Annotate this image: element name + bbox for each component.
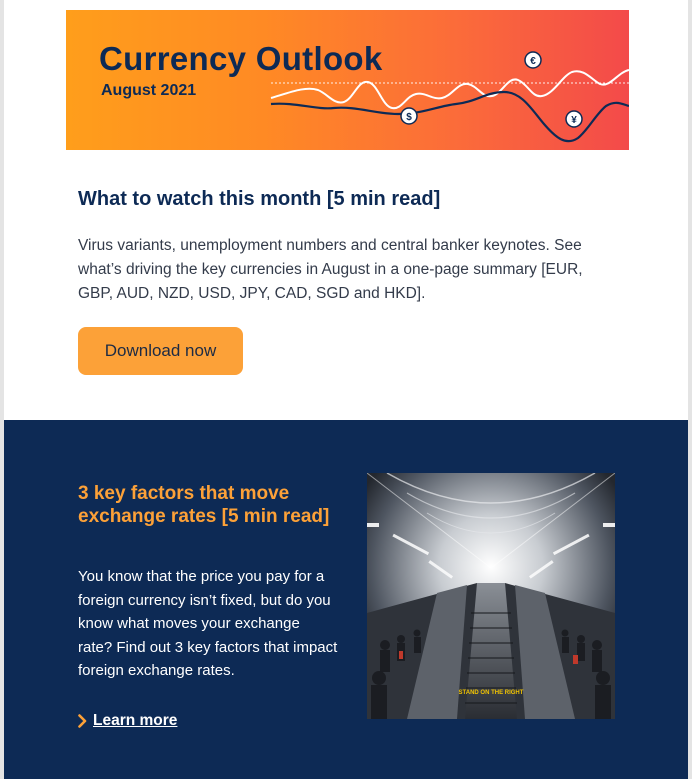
- learn-more-link[interactable]: [78, 712, 177, 730]
- svg-text:€: €: [530, 56, 536, 67]
- euro-coin-icon: [525, 52, 541, 68]
- download-now-button[interactable]: Download now: [78, 327, 243, 375]
- stand-on-the-right-sign: STAND ON THE RIGHT: [458, 690, 524, 696]
- svg-text:¥: ¥: [571, 115, 577, 126]
- chevron-right-icon: [78, 714, 87, 728]
- intro-body: Virus variants, unemployment numbers and central banker keynotes. See what’s driving the key currencies in August in a one-page summary [EUR, GBP, AUD, NZD, USD, JPY, CAD, SGD and HKD].: [78, 237, 583, 302]
- learn-more-label[interactable]: Learn more: [93, 712, 178, 729]
- intro-heading: What to watch this month [5 min read]: [78, 188, 441, 210]
- feature-heading[interactable]: 3 key factors that move exchange rates [5 min read]: [78, 483, 330, 527]
- dollar-coin-icon: [401, 108, 417, 124]
- svg-text:$: $: [406, 112, 412, 123]
- banner-date: August 2021: [101, 82, 197, 99]
- feature-body: You know that the price you pay for a foreign currency isn’t fixed, but do you know what moves your exchange rate? Find out 3 key factors that impact foreign exchange rates.: [78, 568, 338, 679]
- currency-wave-graphic: [66, 10, 629, 150]
- page-margin-right: [688, 0, 692, 779]
- escalator-photo[interactable]: [367, 473, 615, 719]
- banner-title: Currency Outlook: [99, 40, 383, 77]
- yen-coin-icon: [566, 111, 582, 127]
- currency-outlook-banner[interactable]: [66, 10, 629, 150]
